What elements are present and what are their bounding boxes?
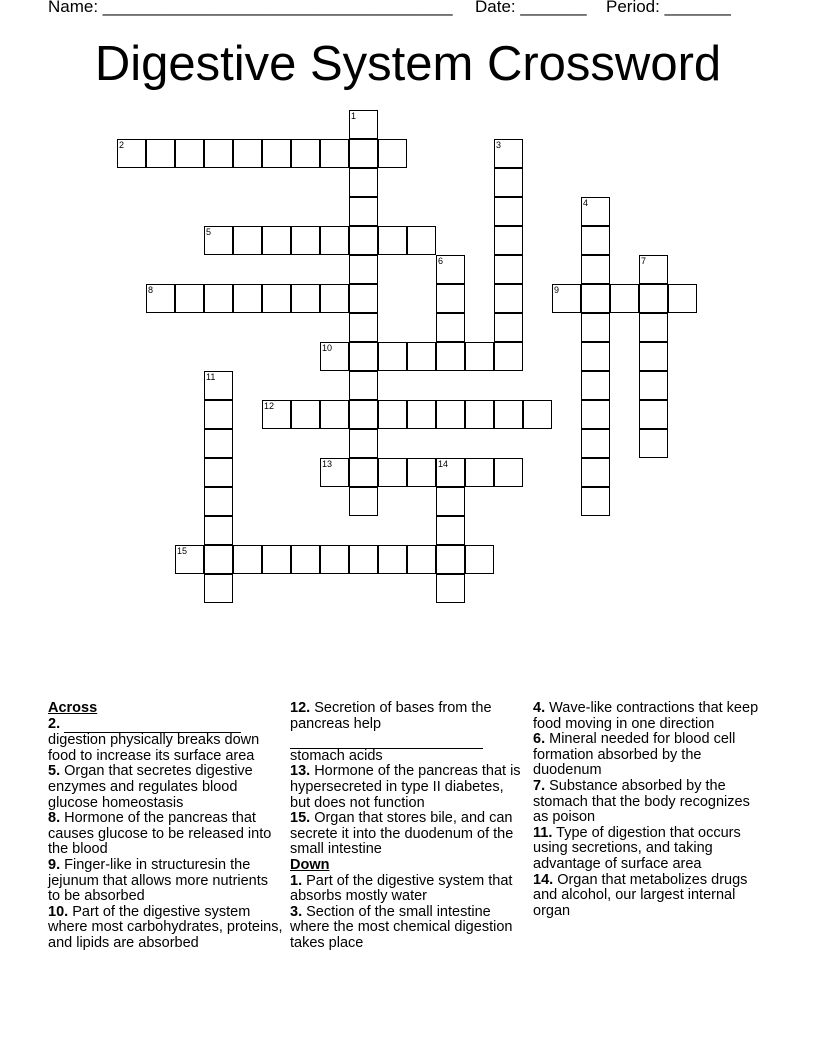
grid-cell[interactable] (436, 342, 465, 371)
clue-down-1: 1. Part of the digestive system that absorbs mostly water (290, 872, 513, 905)
grid-cell[interactable] (146, 284, 175, 313)
down-heading: Down (290, 856, 330, 873)
grid-cell[interactable] (465, 342, 494, 371)
grid-cell[interactable] (407, 226, 436, 255)
clues-column-1 (48, 701, 283, 952)
grid-cell[interactable] (407, 458, 436, 487)
grid-cell[interactable] (146, 139, 175, 168)
clue-across-13: 13. Hormone of the pancreas that is hypersecreted in type II diabetes, but does not function (290, 763, 521, 811)
grid-cell[interactable] (581, 429, 610, 458)
grid-cell[interactable] (378, 139, 407, 168)
clue-number: 5 (206, 227, 212, 237)
grid-cell[interactable] (349, 458, 378, 487)
grid-cell[interactable] (233, 226, 262, 255)
grid-cell[interactable] (204, 284, 233, 313)
grid-cell[interactable] (436, 516, 465, 545)
clue-across-5: 5. Organ that secretes digestive enzymes and regulates blood glucose homeostasis (48, 763, 253, 811)
clue-across-12: 12. Secretion of bases from the pancreas help stomach acids (290, 700, 492, 764)
grid-cell[interactable] (175, 139, 204, 168)
grid-cell[interactable] (639, 342, 668, 371)
grid-cell[interactable] (349, 284, 378, 313)
across-heading: Across (48, 700, 98, 716)
grid-cell[interactable] (581, 255, 610, 284)
grid-cell[interactable] (494, 197, 523, 226)
grid-cell[interactable] (204, 574, 233, 603)
clue-number: 8 (148, 285, 154, 295)
grid-cell[interactable] (581, 313, 610, 342)
grid-cell[interactable] (349, 429, 378, 458)
grid-cell[interactable] (262, 139, 291, 168)
grid-cell[interactable] (349, 197, 378, 226)
date-field[interactable]: Date: _______ (475, 0, 587, 16)
page-title: Digestive System Crossword (94, 37, 722, 91)
clue-across-9: 9. Finger-like in structuresin the jejunum that allows more nutrients to be absorbed (48, 856, 269, 905)
grid-cell[interactable] (581, 284, 610, 313)
grid-cell[interactable] (581, 487, 610, 516)
clue-down-4: 4. Wave-like contractions that keep food moving in one direction (533, 700, 759, 732)
grid-cell[interactable] (349, 139, 378, 168)
grid-cell[interactable] (349, 545, 378, 574)
clue-across-2: 2. digestion physically breaks down food to increase its surface area (48, 715, 260, 764)
clue-number: 6 (438, 256, 444, 266)
grid-cell[interactable] (436, 255, 465, 284)
grid-cell[interactable] (494, 458, 523, 487)
grid-cell[interactable] (494, 168, 523, 197)
grid-cell[interactable] (175, 545, 204, 574)
grid-cell[interactable] (465, 545, 494, 574)
grid-cell[interactable] (581, 226, 610, 255)
clue-down-7: 7. Substance absorbed by the stomach that the body recognizes as poison (533, 777, 750, 826)
clue-number: 7 (641, 256, 647, 266)
clue-across-15: 15. Organ that stores bile, and can secrete it into the duodenum of the small intestine (290, 810, 514, 858)
grid-cell[interactable] (668, 284, 697, 313)
clue-down-11: 11. Type of digestion that occurs using secretions, and taking advantage of surface area (533, 824, 741, 872)
grid-cell[interactable] (349, 371, 378, 400)
grid-cell[interactable] (320, 284, 349, 313)
grid-cell[interactable] (262, 400, 291, 429)
clue-number: 9 (554, 285, 560, 295)
grid-cell[interactable] (378, 342, 407, 371)
grid-cell[interactable] (349, 313, 378, 342)
grid-cell[interactable] (320, 400, 349, 429)
grid-cell[interactable] (320, 226, 349, 255)
grid-cell[interactable] (204, 458, 233, 487)
grid-cell[interactable] (581, 371, 610, 400)
grid-cell[interactable] (436, 487, 465, 516)
grid-cell[interactable] (320, 458, 349, 487)
clue-down-14: 14. Organ that metabolizes drugs and alcohol, our largest internal organ (533, 871, 748, 919)
clue-number: 14 (438, 459, 449, 469)
grid-cell[interactable] (204, 545, 233, 574)
grid-cell[interactable] (639, 371, 668, 400)
grid-cell[interactable] (436, 400, 465, 429)
grid-cell[interactable] (262, 284, 291, 313)
grid-cell[interactable] (349, 110, 378, 139)
grid-cell[interactable] (204, 429, 233, 458)
grid-cell[interactable] (494, 255, 523, 284)
clue-number: 12 (264, 401, 275, 411)
grid-cell[interactable] (523, 400, 552, 429)
grid-cell[interactable] (349, 342, 378, 371)
grid-cell[interactable] (233, 139, 262, 168)
grid-cell[interactable] (320, 545, 349, 574)
grid-cell[interactable] (494, 139, 523, 168)
grid-cell[interactable] (639, 429, 668, 458)
grid-cell[interactable] (436, 313, 465, 342)
grid-cell[interactable] (436, 545, 465, 574)
grid-cell[interactable] (204, 371, 233, 400)
grid-cell[interactable] (639, 255, 668, 284)
grid-cell[interactable] (494, 313, 523, 342)
clue-number: 3 (496, 140, 502, 150)
clues-column-3 (533, 701, 768, 919)
grid-cell[interactable] (320, 342, 349, 371)
grid-cell[interactable] (349, 168, 378, 197)
clue-number: 11 (206, 372, 216, 382)
grid-cell[interactable] (291, 400, 320, 429)
name-field[interactable]: Name: _____________________________________ (48, 0, 453, 16)
grid-cell[interactable] (639, 284, 668, 313)
grid-cell[interactable] (349, 487, 378, 516)
grid-cell[interactable] (291, 545, 320, 574)
grid-cell[interactable] (233, 545, 262, 574)
grid-cell[interactable] (262, 545, 291, 574)
clue-down-6: 6. Mineral needed for blood cell formation absorbed by the duodenum (533, 731, 736, 779)
grid-cell[interactable] (378, 226, 407, 255)
grid-cell[interactable] (494, 226, 523, 255)
grid-cell[interactable] (204, 516, 233, 545)
grid-cell[interactable] (117, 139, 146, 168)
grid-cell[interactable] (349, 400, 378, 429)
grid-cell[interactable] (436, 458, 465, 487)
grid-cell[interactable] (407, 400, 436, 429)
clue-across-10: 10. Part of the digestive system where most carbohydrates, proteins, and lipids are absorbed (48, 903, 283, 951)
grid-cell[interactable] (639, 400, 668, 429)
grid-cell[interactable] (204, 487, 233, 516)
grid-cell[interactable] (581, 400, 610, 429)
grid-cell[interactable] (465, 400, 494, 429)
grid-cell[interactable] (436, 284, 465, 313)
grid-cell[interactable] (378, 400, 407, 429)
grid-cell[interactable] (552, 284, 581, 313)
clue-down-3: 3. Section of the small intestine where the most chemical digestion takes place (290, 903, 513, 951)
grid-cell[interactable] (465, 458, 494, 487)
grid-cell[interactable] (291, 139, 320, 168)
clue-number: 10 (322, 343, 333, 353)
grid-cell[interactable] (436, 574, 465, 603)
grid-cell[interactable] (204, 139, 233, 168)
grid-cell[interactable] (378, 545, 407, 574)
period-field[interactable]: Period: _______ (606, 0, 731, 16)
grid-cell[interactable] (378, 458, 407, 487)
clue-number: 1 (351, 111, 357, 121)
grid-cell[interactable] (407, 342, 436, 371)
grid-cell[interactable] (581, 342, 610, 371)
grid-cell[interactable] (494, 342, 523, 371)
grid-cell[interactable] (204, 226, 233, 255)
grid-cell[interactable] (204, 400, 233, 429)
grid-cell[interactable] (349, 255, 378, 284)
grid-cell[interactable] (262, 226, 291, 255)
grid-cell[interactable] (407, 545, 436, 574)
grid-cell[interactable] (610, 284, 639, 313)
grid-cell[interactable] (291, 226, 320, 255)
grid-cell[interactable] (320, 139, 349, 168)
grid-cell[interactable] (175, 284, 204, 313)
clue-number: 2 (119, 140, 125, 150)
clues-column-2 (290, 701, 525, 952)
grid-cell[interactable] (349, 226, 378, 255)
grid-cell[interactable] (581, 197, 610, 226)
grid-cell[interactable] (494, 284, 523, 313)
clue-across-8: 8. Hormone of the pancreas that causes glucose to be released into the blood (48, 810, 272, 858)
grid-cell[interactable] (233, 284, 262, 313)
clue-number: 13 (322, 459, 333, 469)
clue-number: 4 (583, 198, 589, 208)
clue-number: 15 (177, 546, 188, 556)
grid-cell[interactable] (581, 458, 610, 487)
grid-cell[interactable] (291, 284, 320, 313)
grid-cell[interactable] (639, 313, 668, 342)
grid-cell[interactable] (494, 400, 523, 429)
